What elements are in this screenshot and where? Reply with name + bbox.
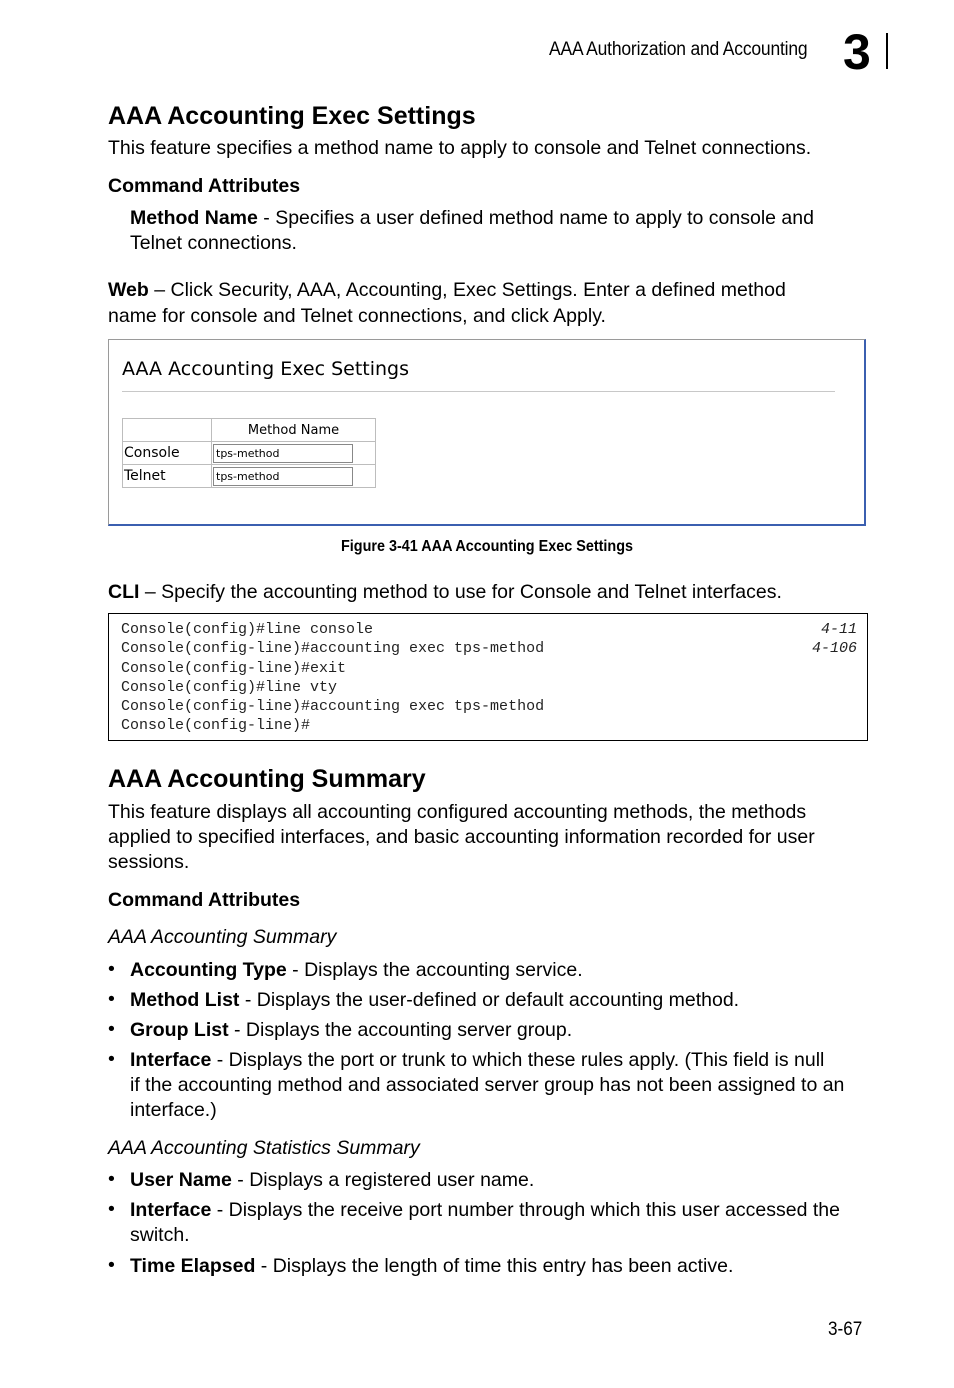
list-item-desc: - Displays the accounting service. xyxy=(286,959,583,981)
web-ui-screenshot xyxy=(108,339,866,526)
code-reference: 4-106 xyxy=(811,640,857,657)
chapter-divider xyxy=(886,33,888,69)
list-item xyxy=(130,958,583,983)
code-line: Console(config-line)# xyxy=(121,717,311,734)
list-item-term: Group List xyxy=(130,1019,229,1041)
list-item-term: User Name xyxy=(130,1169,232,1191)
attribute-term: Method Name xyxy=(130,207,258,229)
section-title-exec-settings: AAA Accounting Exec Settings xyxy=(108,102,476,130)
list-item xyxy=(130,1254,733,1279)
web-label: Web xyxy=(108,279,149,301)
code-line: Console(config)#line console xyxy=(121,621,374,638)
web-instructions xyxy=(108,278,786,303)
command-attributes-heading: Command Attributes xyxy=(108,889,301,911)
list-item-desc: - Displays a registered user name. xyxy=(231,1169,535,1191)
list-item-term: Interface xyxy=(130,1199,212,1221)
bullet-marker: • xyxy=(108,988,115,1010)
table-corner xyxy=(123,419,212,442)
bullet-marker: • xyxy=(108,1168,115,1190)
telnet-method-input[interactable]: tps-method xyxy=(213,467,353,486)
command-attributes-heading: Command Attributes xyxy=(108,175,301,197)
list-item-desc-cont: if the accounting method and associated server group has not been assigned to an xyxy=(130,1074,845,1096)
list-item-term: Interface xyxy=(130,1049,212,1071)
list-item-desc: - Displays the length of time this entry has been active. xyxy=(255,1255,734,1277)
code-line: Console(config-line)#accounting exec tps-method xyxy=(121,640,545,657)
bullet-marker: • xyxy=(108,1048,115,1070)
code-reference: 4-11 xyxy=(820,621,857,638)
list-item-term: Time Elapsed xyxy=(130,1255,256,1277)
cli-instructions xyxy=(108,580,782,605)
subheading-accounting-summary: AAA Accounting Summary xyxy=(108,926,337,948)
table-row xyxy=(123,442,376,465)
list-item-term: Method List xyxy=(130,989,240,1011)
web-text: – Click Security, AAA, Accounting, Exec Settings. Enter a defined method xyxy=(148,279,786,301)
list-item xyxy=(130,1048,824,1073)
subheading-statistics-summary: AAA Accounting Statistics Summary xyxy=(108,1137,420,1159)
attribute-method-name xyxy=(130,206,814,231)
summary-intro-cont: applied to specified interfaces, and basic accounting information recorded for user xyxy=(108,826,815,848)
chapter-number: 3 xyxy=(843,24,871,80)
code-line: Console(config-line)#accounting exec tps-method xyxy=(121,698,545,715)
list-item-desc: - Displays the accounting server group. xyxy=(228,1019,573,1041)
row-label-telnet: Telnet xyxy=(123,465,212,488)
summary-intro: This feature displays all accounting configured accounting methods, the methods xyxy=(108,801,807,823)
panel-divider xyxy=(122,391,835,392)
attribute-desc-cont: Telnet connections. xyxy=(130,232,297,254)
section-intro: This feature specifies a method name to apply to console and Telnet connections. xyxy=(108,137,812,159)
bullet-marker: • xyxy=(108,1254,115,1276)
list-item-desc-cont: interface.) xyxy=(130,1099,217,1121)
summary-intro-cont: sessions. xyxy=(108,851,190,873)
attribute-desc: - Specifies a user defined method name to apply to console and xyxy=(257,207,814,229)
list-item-desc: - Displays the user-defined or default accounting method. xyxy=(239,989,740,1011)
column-header-method-name: Method Name xyxy=(212,419,376,442)
list-item xyxy=(130,1168,534,1193)
table-row xyxy=(123,465,376,488)
cli-text: – Specify the accounting method to use for Console and Telnet interfaces. xyxy=(139,581,782,603)
running-header-title: AAA Authorization and Accounting xyxy=(549,39,808,60)
console-method-input[interactable]: tps-method xyxy=(213,444,353,463)
figure-caption: Figure 3-41 AAA Accounting Exec Settings xyxy=(340,538,634,555)
row-cell xyxy=(212,465,376,488)
bullet-marker: • xyxy=(108,1198,115,1220)
cli-code-block xyxy=(108,613,868,741)
method-name-table xyxy=(122,418,376,488)
cli-label: CLI xyxy=(108,581,140,603)
code-line: Console(config)#line vty xyxy=(121,679,338,696)
list-item xyxy=(130,1018,572,1043)
bullet-marker: • xyxy=(108,1018,115,1040)
web-text-cont: name for console and Telnet connections, and click Apply. xyxy=(108,305,606,327)
list-item-desc: - Displays the receive port number through which this user accessed the xyxy=(211,1199,840,1221)
bullet-marker: • xyxy=(108,958,115,980)
panel-title: AAA Accounting Exec Settings xyxy=(122,358,409,380)
page-number: 3-67 xyxy=(828,1319,863,1340)
row-label-console: Console xyxy=(123,442,212,465)
list-item-desc-cont: switch. xyxy=(130,1224,190,1246)
list-item xyxy=(130,1198,840,1223)
code-line: Console(config-line)#exit xyxy=(121,660,347,677)
row-cell xyxy=(212,442,376,465)
list-item-term: Accounting Type xyxy=(130,959,287,981)
section-title-accounting-summary: AAA Accounting Summary xyxy=(108,765,426,793)
list-item xyxy=(130,988,739,1013)
list-item-desc: - Displays the port or trunk to which these rules apply. (This field is null xyxy=(211,1049,825,1071)
